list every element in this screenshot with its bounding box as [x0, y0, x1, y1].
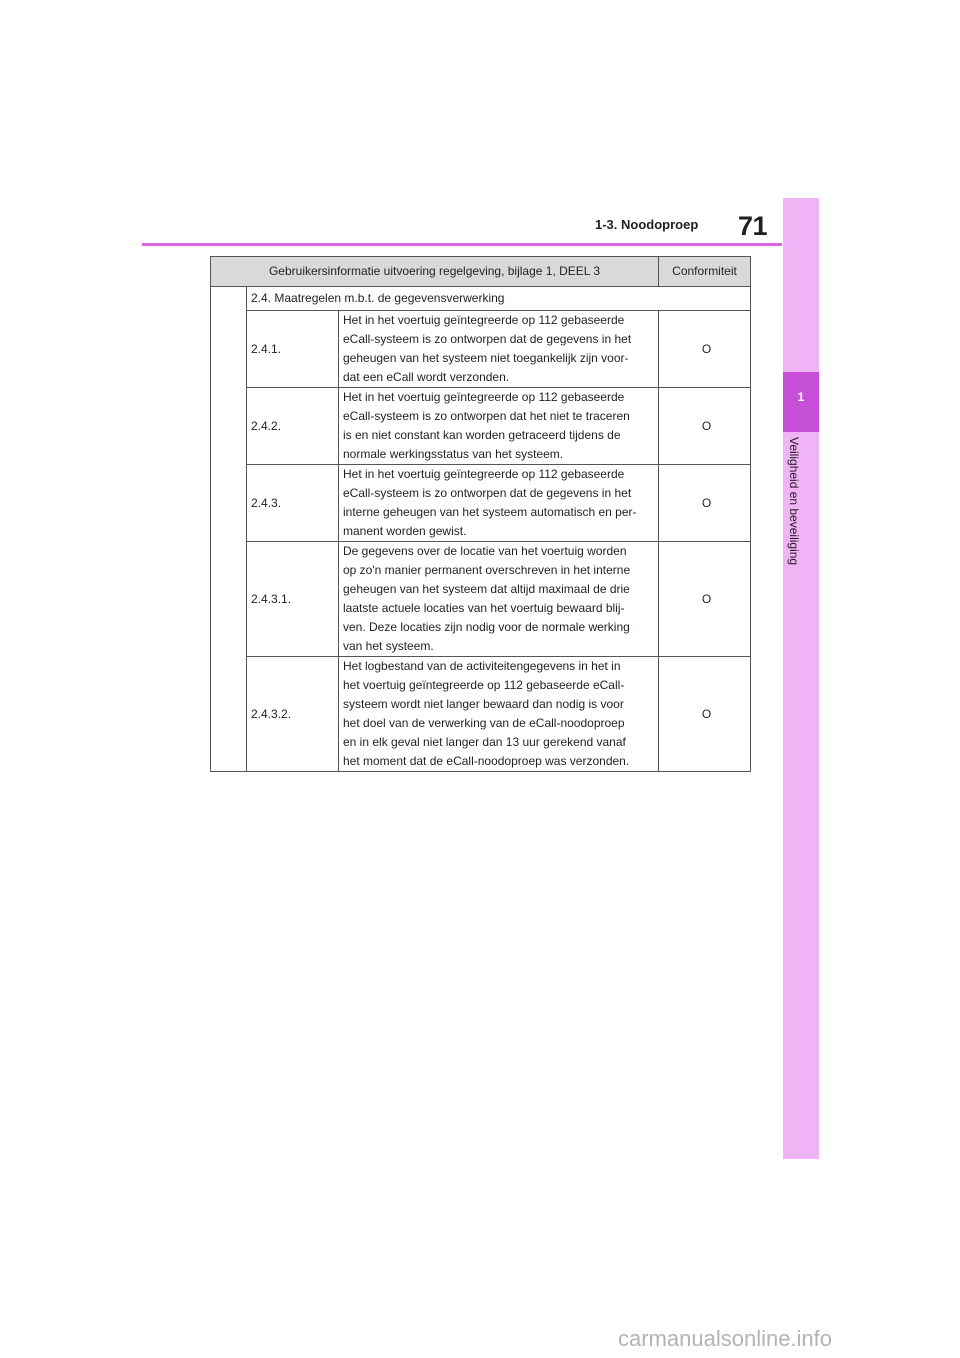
description-line: manent worden gewist.	[343, 524, 467, 538]
description-line: het doel van de verwerking van de eCall-noodoproep	[343, 716, 625, 730]
section-row	[211, 287, 751, 311]
description-line: Het in het voertuig geïntegreerde op 112 gebaseerde	[343, 390, 625, 404]
description-line: Het in het voertuig geïntegreerde op 112 gebaseerde	[343, 467, 625, 481]
header-main-column: Gebruikersinformatie uitvoering regelgeving, bijlage 1, DEEL 3	[211, 257, 659, 287]
description-line: en in elk geval niet langer dan 13 uur gerekend vanaf	[343, 735, 626, 749]
description-line: eCall-systeem is zo ontworpen dat de gegevens in het	[343, 332, 632, 346]
chapter-number: 1	[797, 390, 805, 404]
table-row	[211, 657, 751, 772]
clause-number: 2.4.3.2.	[247, 657, 339, 772]
site-watermark: carmanualsonline.info	[618, 1326, 833, 1351]
description-line: geheugen van het systeem dat altijd maximaal de drie	[343, 582, 630, 596]
page-number: 71	[738, 211, 768, 241]
indent-cell	[211, 287, 247, 772]
regulation-table	[210, 256, 751, 772]
header-divider	[142, 243, 782, 246]
description-line: dat een eCall wordt verzonden.	[343, 370, 510, 384]
chapter-side-tab	[783, 198, 819, 1159]
description-line: De gegevens over de locatie van het voertuig worden	[343, 544, 627, 558]
description-line: ven. Deze locaties zijn nodig voor de normale werking	[343, 620, 630, 634]
description-line: systeem wordt niet langer bewaard dan nodig is voor	[343, 697, 624, 711]
chapter-title: Veiligheid en beveiliging	[787, 437, 801, 566]
description-line: Het logbestand van de activiteitengegevens in het in	[343, 659, 621, 673]
conformity-mark: O	[659, 657, 751, 772]
clause-description	[339, 388, 659, 465]
clause-number: 2.4.2.	[247, 388, 339, 465]
clause-number: 2.4.1.	[247, 311, 339, 388]
table-row	[211, 388, 751, 465]
description-line: op zo'n manier permanent overschreven in het interne	[343, 563, 631, 577]
description-line: Het in het voertuig geïntegreerde op 112 gebaseerde	[343, 313, 625, 327]
description-line: is en niet constant kan worden getraceerd tijdens de	[343, 428, 621, 442]
description-line: het moment dat de eCall-noodoproep was verzonden.	[343, 754, 630, 768]
clause-description	[339, 657, 659, 772]
description-line: geheugen van het systeem niet toegankelijk zijn voor-	[343, 351, 629, 365]
table-row	[211, 465, 751, 542]
clause-description	[339, 465, 659, 542]
description-line: normale werkingsstatus van het systeem.	[343, 447, 564, 461]
section-heading: 2.4. Maatregelen m.b.t. de gegevensverwerking	[247, 287, 751, 311]
table-header-row	[211, 257, 751, 287]
clause-description	[339, 542, 659, 657]
description-line: van het systeem.	[343, 639, 434, 653]
description-line: eCall-systeem is zo ontworpen dat de gegevens in het	[343, 486, 632, 500]
conformity-mark: O	[659, 465, 751, 542]
description-line: interne geheugen van het systeem automatisch en per-	[343, 505, 637, 519]
section-title: 1-3. Noodoproep	[595, 217, 699, 232]
table-row	[211, 542, 751, 657]
conformity-mark: O	[659, 388, 751, 465]
clause-number: 2.4.3.1.	[247, 542, 339, 657]
description-line: laatste actuele locaties van het voertuig bewaard blij-	[343, 601, 625, 615]
conformity-mark: O	[659, 542, 751, 657]
clause-description	[339, 311, 659, 388]
description-line: eCall-systeem is zo ontworpen dat het niet te traceren	[343, 409, 630, 423]
description-line: het voertuig geïntegreerde op 112 gebaseerde eCall-	[343, 678, 625, 692]
header-conformity-column: Conformiteit	[659, 257, 751, 287]
clause-number: 2.4.3.	[247, 465, 339, 542]
table-row	[211, 311, 751, 388]
conformity-mark: O	[659, 311, 751, 388]
